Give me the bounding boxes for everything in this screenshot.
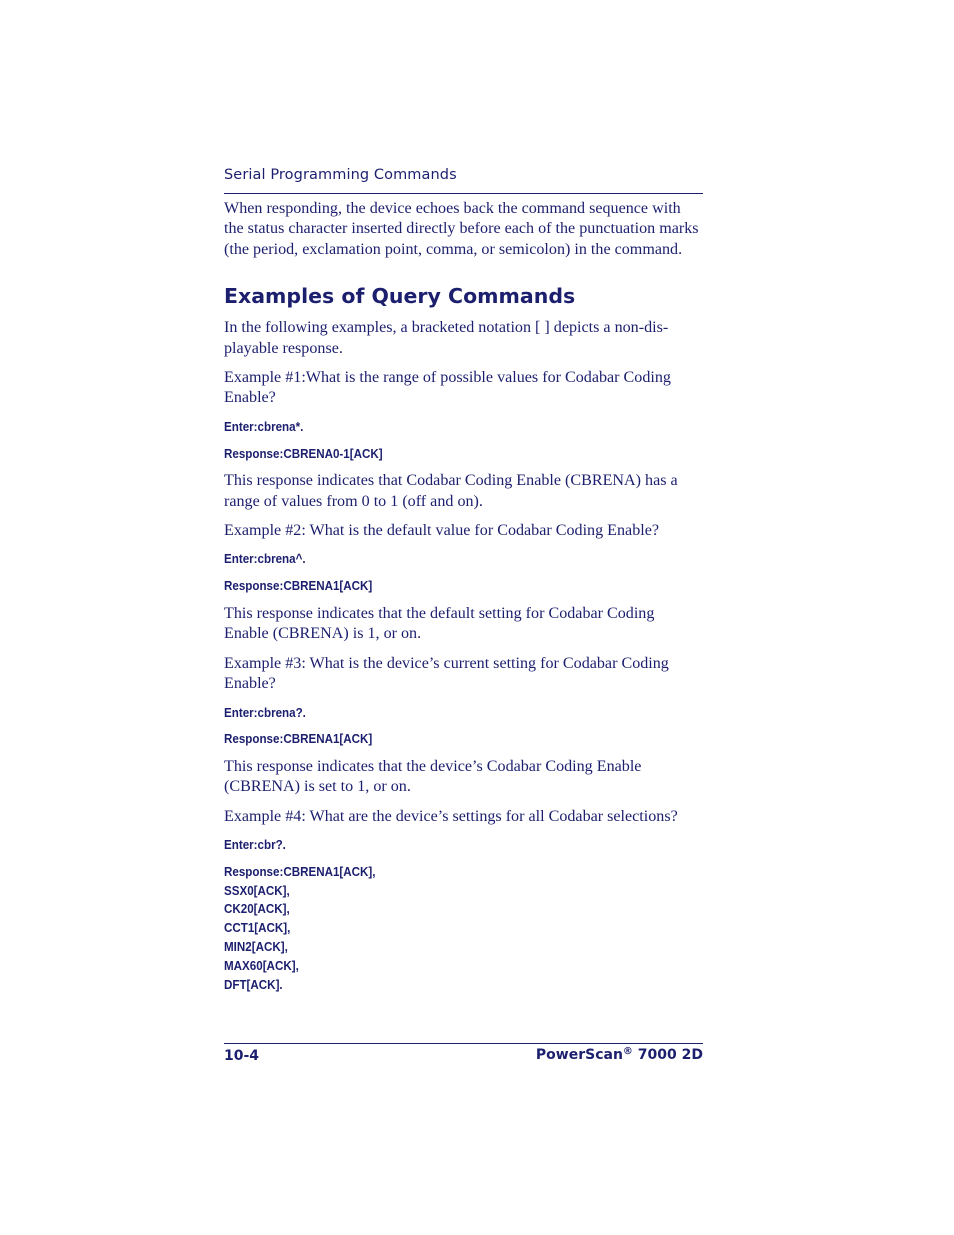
section-lead-paragraph: In the following examples, a bracketed notation [ ] depicts a non-dis-playable response. [224, 319, 669, 357]
example-2-enter-command: Enter:cbrena^. [224, 551, 306, 567]
page-body [224, 199, 703, 994]
example-4-response-line: DFT[ACK]. [224, 976, 283, 992]
example-2-response: Response:CBRENA1[ACK] [224, 578, 373, 594]
section-title: Examples of Query Commands [224, 284, 576, 309]
intro-paragraph: When responding, the device echoes back the command sequence with the status character inserted directly before each of the punctuation marks (the period, exclamation point, comma, or semicolon) in the command. [224, 200, 699, 258]
example-1-explanation: This response indicates that Codabar Coding Enable (CBRENA) has a range of values from 0 to 1 (off and on). [224, 472, 678, 510]
example-3-explanation: This response indicates that the device’s Codabar Coding Enable (CBRENA) is set to 1, or on. [224, 757, 642, 796]
example-4-response-line: CK20[ACK], [224, 901, 290, 917]
example-4-response-line: CCT1[ACK], [224, 920, 291, 936]
example-3-question: Example #3: What is the device’s current setting for Codabar Coding Enable? [224, 654, 669, 693]
example-2-explanation: This response indicates that the default setting for Codabar Coding Enable (CBRENA) is 1, or on. [224, 604, 655, 643]
example-3-enter-command: Enter:cbrena?. [224, 704, 306, 720]
example-4-question: Example #4: What are the device’s settings for all Codabar selections? [224, 807, 678, 825]
product-name [536, 1046, 703, 1063]
example-1-enter-command: Enter:cbrena*. [224, 418, 304, 434]
example-4-enter-command: Enter:cbr?. [224, 837, 286, 853]
example-1-question: Example #1:What is the range of possible values for Codabar Coding Enable? [224, 369, 671, 407]
example-4-response-line: MIN2[ACK], [224, 939, 288, 955]
header-rule [224, 193, 703, 194]
footer-rule [224, 1043, 703, 1044]
example-4-response-line: SSX0[ACK], [224, 882, 290, 898]
example-3-response: Response:CBRENA1[ACK] [224, 731, 373, 747]
registered-trademark-mark: ® [622, 1046, 633, 1057]
example-4-response-line: Response:CBRENA1[ACK], [224, 863, 376, 879]
page-number: 10-4 [224, 1048, 260, 1064]
running-head: Serial Programming Commands [224, 167, 457, 183]
product-brand: PowerScan [535, 1047, 623, 1063]
example-4-response-block [224, 863, 703, 995]
example-4-response-line: MAX60[ACK], [224, 957, 299, 973]
product-model: 7000 2D [632, 1047, 703, 1063]
example-2-question: Example #2: What is the default value for Codabar Coding Enable? [224, 522, 659, 540]
example-1-response: Response:CBRENA0-1[ACK] [224, 445, 383, 461]
